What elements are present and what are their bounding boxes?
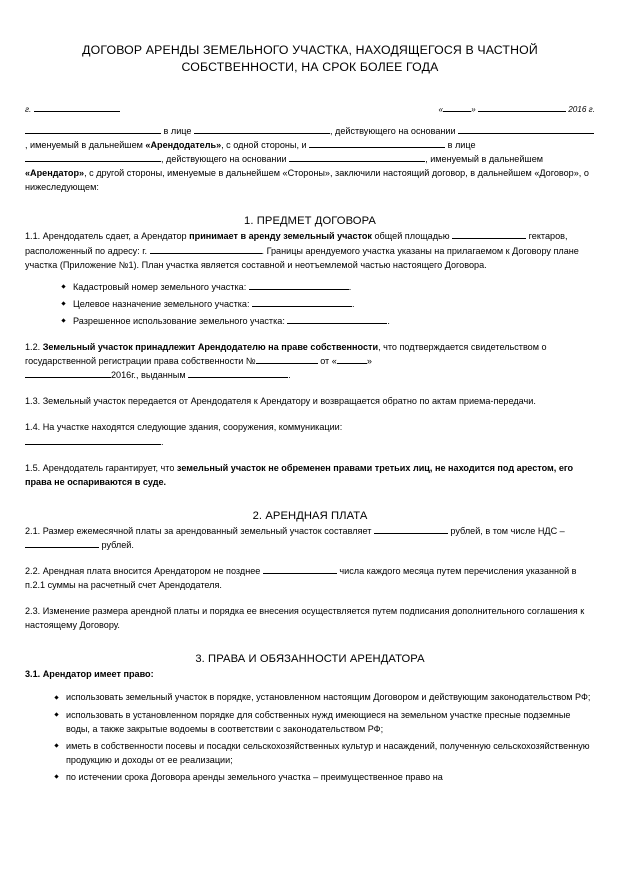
clause-1-1-d: . Границы арендуемого участка указаны на прилагаемом к Договору плане участка (Приложение №1). План участка является составной и неотъемлемой частью настоящего Договора.: [25, 245, 579, 270]
bullet-text: Разрешенное использование земельного участка:: [73, 315, 288, 326]
section-heading-3: 3. ПРАВА И ОБЯЗАННОСТИ АРЕНДАТОРА: [195, 653, 425, 666]
preamble-named-1: , именуемый в дальнейшем: [25, 140, 146, 151]
clause-1-1: [25, 229, 595, 271]
clause-1-1-b: общей площадью: [371, 231, 453, 242]
monthly-rent-blank[interactable]: [374, 525, 448, 534]
city-label: г.: [25, 104, 32, 114]
vat-blank[interactable]: [25, 539, 99, 548]
clause-2-1-a: 2.1. Размер ежемесячной платы за арендованный земельный участок составляет: [25, 525, 374, 536]
payment-day-blank[interactable]: [263, 565, 337, 574]
section-heading-1: 1. ПРЕДМЕТ ДОГОВОРА: [244, 215, 376, 228]
clause-1-2-c: »: [366, 356, 372, 367]
clause-1-2: [25, 340, 595, 382]
preamble-acting-2: , действующего на основании: [161, 154, 290, 165]
quote-open: «: [438, 104, 444, 114]
day-blank[interactable]: [443, 104, 471, 112]
clause-1-5: [25, 461, 595, 489]
clause-3-1-bullets: [53, 690, 595, 784]
landlord-basis-blank[interactable]: [458, 125, 594, 134]
certificate-month-blank[interactable]: [25, 369, 111, 378]
quote-close: »: [471, 104, 476, 114]
list-item: Кадастровый номер земельного участка: .: [60, 280, 595, 294]
tenant-name-blank[interactable]: [309, 139, 445, 148]
clause-2-1: [25, 524, 595, 552]
clause-1-4-tail: .: [161, 436, 164, 447]
certificate-number-blank[interactable]: [256, 355, 318, 364]
certificate-day-blank[interactable]: [337, 355, 367, 364]
clause-2-3: 2.3. Изменение размера арендной платы и порядка ее внесения осуществляется путем подписания дополнительного соглашения к настоящему Договору.: [25, 606, 585, 631]
document-body: [25, 0, 595, 787]
list-item: иметь в собственности посевы и посадки сельскохозяйственных культур и насаждений, полученную сельскохозяйственную продукцию и доходы от ее реализации;: [53, 739, 595, 767]
clause-1-1-bullets: [60, 280, 595, 328]
buildings-blank[interactable]: [25, 436, 161, 445]
city-field: [25, 104, 120, 114]
tenant-rep-blank[interactable]: [25, 153, 161, 162]
bullet-text: Кадастровый номер земельного участка:: [73, 281, 249, 292]
bullet-text: Целевое назначение земельного участка:: [73, 298, 253, 309]
year-label: 2016 г.: [568, 104, 595, 114]
clause-2-2-a: 2.2. Арендная плата вносится Арендатором не позднее: [25, 565, 263, 576]
permitted-use-blank[interactable]: [287, 315, 387, 324]
preamble-in-person-1: в лице: [161, 126, 194, 136]
clause-1-2-e: .: [288, 370, 291, 381]
area-blank[interactable]: [452, 231, 526, 240]
certificate-issuer-blank[interactable]: [188, 369, 288, 378]
list-item: использовать земельный участок в порядке, установленном настоящим Договором и действующим законодательством РФ;: [53, 690, 595, 704]
clause-2-1-c: рублей.: [99, 539, 134, 550]
tenant-term: «Арендатор»: [25, 168, 85, 179]
address-blank[interactable]: [150, 245, 262, 254]
landlord-rep-blank[interactable]: [194, 125, 330, 134]
tenant-basis-blank[interactable]: [289, 153, 425, 162]
clause-1-5-bold: земельный участок не обременен правами третьих лиц, не находится под арестом, его права не оспариваются в суде.: [25, 462, 574, 487]
designated-purpose-blank[interactable]: [252, 298, 352, 307]
list-item: использовать в установленном порядке для собственных нужд имеющиеся на земельном участке пресные подземные воды, а также закрытые водоемы в соответствии с законодательством РФ;: [53, 708, 595, 736]
clause-1-3: 1.3. Земельный участок передается от Арендодателя к Арендатору и возвращается обратно по актам приема-передачи.: [25, 396, 536, 407]
month-blank[interactable]: [478, 104, 566, 112]
clause-1-2-b: от «: [317, 356, 337, 367]
landlord-term: «Арендодатель»: [145, 140, 222, 151]
landlord-name-blank[interactable]: [25, 125, 161, 134]
clause-2-1-b: рублей, в том числе НДС –: [447, 525, 565, 536]
clause-1-2-a: , что подтверждается свидетельством о государственной регистрации права собственности №: [25, 342, 547, 367]
clause-1-4: [25, 420, 595, 448]
clause-1-2-num: 1.2.: [25, 342, 43, 353]
clause-1-1-c: гектаров, расположенный по адресу: г.: [25, 231, 568, 256]
preamble-paragraph: [25, 124, 595, 194]
clause-3-1: 3.1. Арендатор имеет право:: [25, 669, 154, 680]
preamble-named-2: , именуемый в дальнейшем: [425, 154, 544, 165]
preamble-in-person-2: в лице: [445, 140, 476, 151]
document-title: ДОГОВОР АРЕНДЫ ЗЕМЕЛЬНОГО УЧАСТКА, НАХОДЯЩЕГОСЯ В ЧАСТНОЙ СОБСТВЕННОСТИ, НА СРОК БОЛЕЕ ГОДА: [82, 43, 538, 74]
clause-1-2-d: 2016г., выданным: [111, 370, 189, 381]
clause-1-1-bold: принимает в аренду земельный участок: [189, 231, 372, 242]
clause-1-2-bold: Земельный участок принадлежит Арендодателю на праве собственности: [42, 342, 379, 353]
preamble-one-side: , с одной стороны, и: [221, 140, 310, 151]
list-item: Целевое назначение земельного участка: .: [60, 297, 595, 311]
list-item: Разрешенное использование земельного участка: .: [60, 314, 595, 328]
list-item: по истечении срока Договора аренды земельного участка – преимущественное право на: [53, 770, 595, 784]
city-blank[interactable]: [34, 104, 120, 112]
clause-2-2: [25, 564, 595, 592]
clause-1-1-a: 1.1. Арендодатель сдает, а Арендатор: [25, 231, 190, 242]
preamble-other-side: , с другой стороны, именуемые в дальнейшем «Стороны», заключили настоящий договор, в дальнейшем «Договор», о нижеследующем:: [25, 168, 589, 193]
date-field: [439, 104, 596, 114]
cadastral-number-blank[interactable]: [249, 281, 349, 290]
preamble-acting-1: , действующего на основании: [329, 126, 459, 136]
clause-1-4-text: 1.4. На участке находятся следующие здания, сооружения, коммуникации:: [25, 422, 343, 433]
clause-2-2-b: числа каждого месяца путем перечисления указанной в п.2.1 суммы на расчетный счет Арендодателя.: [25, 565, 577, 591]
date-and-city-line: [25, 98, 595, 124]
section-heading-2: 2. АРЕНДНАЯ ПЛАТА: [252, 509, 368, 522]
clause-1-5-a: 1.5. Арендодатель гарантирует, что: [25, 462, 177, 473]
